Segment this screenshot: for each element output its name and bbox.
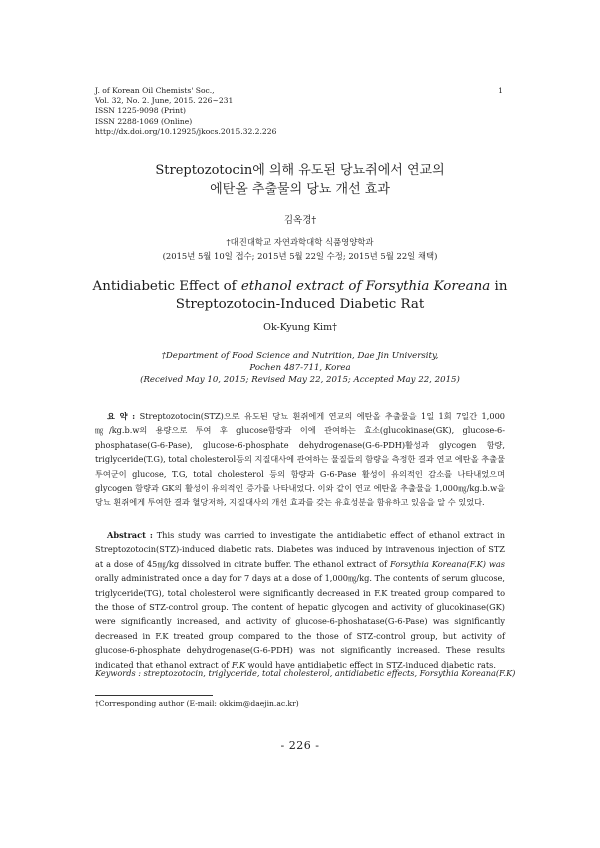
corresponding-footnote: †Corresponding author (E-mail: okkim@daejin.ac.kr) <box>95 699 299 708</box>
korean-abstract <box>95 409 505 510</box>
english-title-line: Streptozotocin-Induced Diabetic Rat <box>175 297 425 312</box>
footnote-divider <box>95 695 213 696</box>
header-line: ISSN 1225-9098 (Print) <box>95 106 186 116</box>
english-author: Ok-Kyung Kim† <box>263 322 337 333</box>
korean-author: 김옥경† <box>283 215 317 226</box>
page-marker: 1 <box>498 86 503 95</box>
korean-affiliation: †대진대학교 자연과학대학 식품영양학과 <box>226 237 374 247</box>
korean-title <box>0 161 600 199</box>
header-line: Vol. 32, No. 2. June, 2015. 226~231 <box>95 96 234 106</box>
korean-dates: (2015년 5월 10일 접수; 2015년 5월 22일 수정; 2015년 5월 22일 채택) <box>162 251 438 261</box>
english-abstract: Abstract : This study was carried to investigate the antidiabetic effect of ethanol extract in Streptozotocin(STZ)-induced diabetic rats. Diabetes was induced by intravenous injection of STZ at a dose of 45㎎/kg dissolved in citrate buffer. The ethanol extract of Forsythia Koreana(F.K) was orally administrated once a day for 7 days at a dose of 1,000㎎/kg. The contents of serum glucose, triglyceride(TG), total cholesterol were significantly decreased in F.K treated group compared to the those of STZ-control group. The content of hepatic glycogen and activity of glucokinase(GK) were significantly increased, and activity of glucose-6-phoshatase(G-6-Pase) was significantly decreased in F.K treated group compared to the those of STZ-control group, but activity of glucose-6-phosphate dehydrogenase(G-6-PDH) was not significantly increased. These results indicated that ethanol extract of F.K would have antidiabetic effect in STZ-induced diabetic rats. <box>95 530 505 670</box>
english-title <box>0 278 600 314</box>
english-abstract-label: Abstract : <box>107 530 153 540</box>
korean-title-line: Streptozotocin에 의해 유도된 당뇨쥐에서 연교의 <box>155 163 445 178</box>
korean-title-line: 에탄올 추출물의 당뇨 개선 효과 <box>210 182 390 197</box>
header-line: ISSN 2288-1069 (Online) <box>95 116 193 126</box>
korean-abstract-label: 요 약 : <box>107 411 136 421</box>
journal-header <box>95 86 276 137</box>
english-affiliation: †Department of Food Science and Nutrition, Dae Jin University, Pochen 487-711, Korea (Received May 10, 2015; Revised May 22, 2015; Accepted May 22, 2015) <box>140 351 460 385</box>
doi-link[interactable]: http://dx.doi.org/10.12925/jkocs.2015.32.2.226 <box>95 126 277 136</box>
keywords: Keywords : streptozotocin, triglyceride, total cholesterol, antidiabetic effects, Forsythia Koreana(F.K) <box>95 668 516 678</box>
english-title-line: Antidiabetic Effect of ethanol extract of Forsythia Koreana in <box>92 279 508 294</box>
header-line: J. of Korean Oil Chemists' Soc., <box>95 86 215 95</box>
korean-abstract-text: Streptozotocin(STZ)으로 유도된 당뇨 흰쥐에게 연교의 에탄올 추출물을 1일 1회 7일간 1,000㎎/kg.b.w의 용량으로 투여 후 glucose함량과 이에 관여하는 효소(glucokinase(GK), glucose-6-phosphatase(G-6-Pase), glucose-6-phosphate dehydrogenase(G-6-PDH)활성과 glycogen 함량, triglyceride(T.G), total cholesterol등의 지질대사에 관여하는 물질들의 함량을 측정한 결과 연교 에탄올 추출물 투여군이 glucose, T.G, total cholesterol 등의 함량과 G-6-Pase 활성이 유의적인 감소를 나타내었으며 glycogen 함량과 GK의 활성이 유의적인 증가를 나타내었다. 이와 같이 연교 에탄올 추출물을 1,000㎎/kg.b.w을 당뇨 흰쥐에게 투여한 결과 혈당저하, 지질대사의 개선 효과를 갖는 유효성분을 함유하고 있음을 알 수 있었다. <box>95 411 506 508</box>
page-number: - 226 - <box>280 739 320 752</box>
